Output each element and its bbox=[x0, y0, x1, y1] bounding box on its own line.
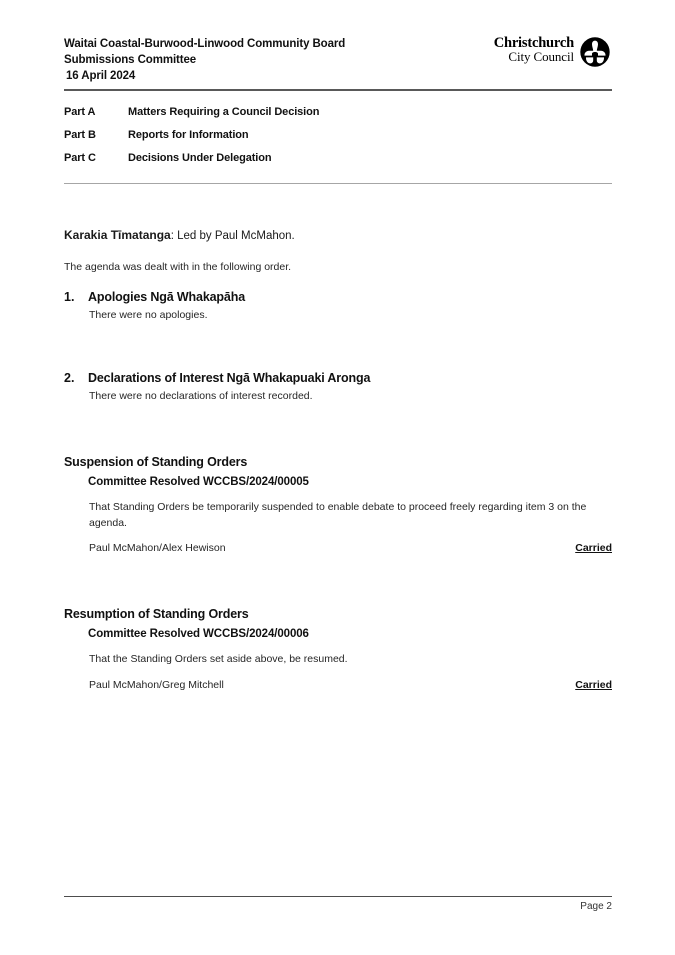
resolution-outcome: Carried bbox=[575, 678, 612, 691]
agenda-item-1 bbox=[64, 290, 612, 321]
resolution-movers: Paul McMahon/Greg Mitchell bbox=[89, 678, 224, 691]
logo-line-city-council: City Council bbox=[508, 49, 574, 64]
part-description: Matters Requiring a Council Decision bbox=[128, 106, 320, 118]
header-title-block bbox=[64, 36, 464, 85]
council-logo bbox=[472, 36, 612, 70]
logo-line-christchurch: Christchurch bbox=[493, 35, 574, 51]
part-description: Reports for Information bbox=[128, 129, 249, 141]
resolution-reference: Committee Resolved WCCBS/2024/00006 bbox=[88, 628, 309, 640]
parts-divider-light bbox=[64, 183, 612, 184]
part-row bbox=[64, 129, 612, 152]
resolution-block-suspension bbox=[64, 455, 612, 554]
agenda-item-2-body: There were no declarations of interest recorded. bbox=[89, 390, 313, 402]
resolution-block-title: Resumption of Standing Orders bbox=[64, 607, 249, 621]
resolution-text: That the Standing Orders set aside above, be resumed. bbox=[89, 653, 348, 665]
part-description: Decisions Under Delegation bbox=[128, 152, 272, 164]
header-title-line2: Submissions Committee bbox=[64, 54, 197, 67]
agenda-item-2-title: Declarations of Interest Ngā Whakapuaki Aronga bbox=[88, 371, 371, 385]
part-row bbox=[64, 152, 612, 175]
part-label: Part C bbox=[64, 152, 96, 164]
agenda-item-2 bbox=[64, 371, 612, 402]
christchurch-city-council-emblem-icon bbox=[580, 37, 610, 67]
header-date: 16 April 2024 bbox=[66, 70, 136, 83]
karakia-detail: : Led by Paul McMahon. bbox=[170, 230, 295, 242]
council-logo-text bbox=[494, 36, 574, 64]
resolution-block-resumption bbox=[64, 607, 612, 691]
resolution-movers-row bbox=[89, 542, 612, 554]
header-title-line1: Waitai Coastal-Burwood-Linwood Community Board bbox=[64, 38, 346, 50]
agenda-item-1-body: There were no apologies. bbox=[89, 309, 208, 321]
footer-page-number: Page 2 bbox=[580, 901, 612, 912]
karakia-label: Karakia Tīmatanga bbox=[64, 228, 171, 242]
agenda-item-1-title: Apologies Ngā Whakapāha bbox=[88, 290, 245, 304]
agenda-item-1-number: 1. bbox=[64, 290, 75, 304]
footer-divider bbox=[64, 896, 612, 897]
resolution-outcome: Carried bbox=[575, 542, 612, 554]
agenda-order-note: The agenda was dealt with in the following order. bbox=[64, 261, 292, 273]
header-divider-heavy bbox=[64, 89, 612, 91]
page-header bbox=[64, 0, 612, 86]
resolution-text: That Standing Orders be temporarily suspended to enable debate to proceed freely regarding item 3 on the agenda. bbox=[89, 501, 587, 529]
part-label: Part A bbox=[64, 106, 96, 118]
resolution-movers: Paul McMahon/Alex Hewison bbox=[89, 542, 226, 554]
resolution-reference: Committee Resolved WCCBS/2024/00005 bbox=[88, 476, 309, 488]
part-label: Part B bbox=[64, 129, 96, 141]
resolution-movers-row bbox=[89, 679, 612, 691]
resolution-block-title: Suspension of Standing Orders bbox=[64, 455, 248, 469]
agenda-item-2-number: 2. bbox=[64, 371, 75, 385]
part-row bbox=[64, 106, 612, 129]
parts-list bbox=[64, 106, 612, 175]
karakia-line bbox=[64, 228, 612, 242]
